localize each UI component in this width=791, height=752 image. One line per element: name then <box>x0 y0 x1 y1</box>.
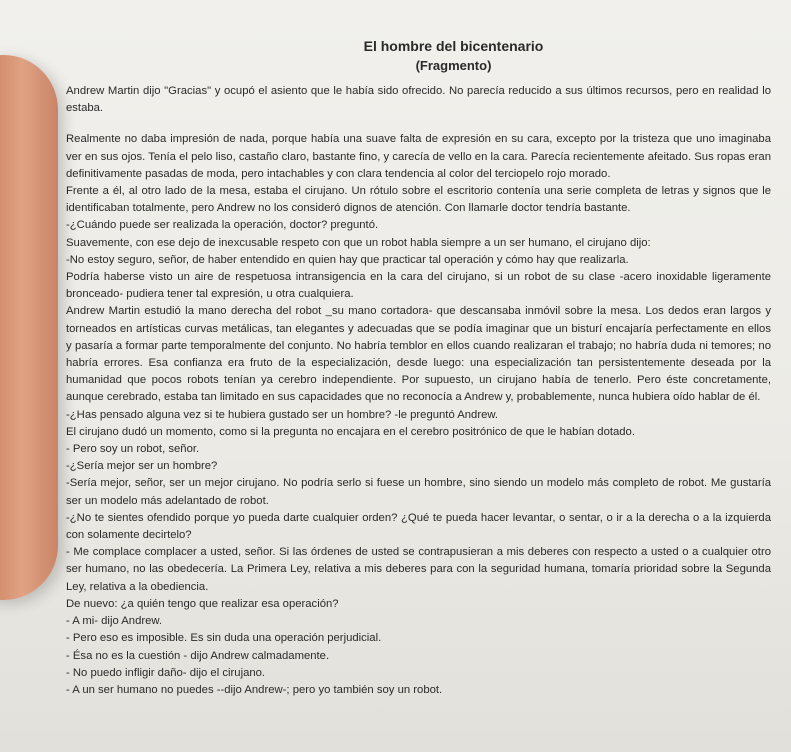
paragraph: -¿Cuándo puede ser realizada la operación, doctor? preguntó. <box>66 219 379 232</box>
document-subtitle: (Fragmento) <box>415 58 492 73</box>
paragraph: -¿No te sientes ofendido porque yo pueda darte cualquier orden? ¿Qué te pueda hacer levantar, o sentar, o ir a la derecha o a la izquierda con solamente decirtelo? <box>66 511 771 542</box>
intro-paragraph: Andrew Martin dijo "Gracias" y ocupó el asiento que le había sido ofrecido. No parecía reducido a sus últimos recursos, pero en realidad lo estaba. <box>66 85 771 115</box>
paragraph: -¿Has pensado alguna vez si te hubiera gustado ser un hombre? -le preguntó Andrew. <box>66 408 499 421</box>
paragraph: De nuevo: ¿a quién tengo que realizar esa operación? <box>66 597 339 610</box>
paragraph-list <box>66 131 771 699</box>
paragraph: - A un ser humano no puedes --dijo Andrew-; pero yo también soy un robot. <box>66 683 443 696</box>
paragraph: -Sería mejor, señor, ser un mejor cirujano. No podría serlo si fuese un hombre, sino siendo un modelo más completo de robot. Me gustaría ser un modelo más adelantado de robot. <box>66 477 771 507</box>
paragraph: - A mi- dijo Andrew. <box>66 615 163 628</box>
document-title: El hombre del bicentenario <box>363 38 544 54</box>
thumb-photo-obstruction <box>0 55 58 600</box>
paragraph: El cirujano dudó un momento, como si la pregunta no encajara en el cerebro positrónico de que le habían dotado. <box>66 425 635 438</box>
paragraph: - Me complace complacer a usted, señor. Si las órdenes de usted se contrapusieran a mis deberes con respecto a usted o a cualquier otro ser humano, no las obedecería. La Primera Ley, relativa a mis deberes para con la seguridad humana, tomaría prioridad sobre la Segunda Ley, relativa a la obediencia. <box>66 546 771 593</box>
paragraph: Realmente no daba impresión de nada, porque había una suave falta de expresión en su cara, excepto por la tristeza que uno imaginaba ver en sus ojos. Tenía el pelo liso, castaño claro, bastante fino, y carecía de vello en la cara. Parecía recientemente afeitado. Sus ropas eran definitivamente pasadas de moda, pero intachables y con clara tendencia al color del terciopelo rojo morado. <box>66 133 771 180</box>
paragraph: - Pero soy un robot, señor. <box>66 443 200 456</box>
paragraph: -¿Sería mejor ser un hombre? <box>66 460 218 473</box>
paragraph: -No estoy seguro, señor, de haber entendido en quien hay que practicar tal operación y cómo hay que realizarla. <box>66 253 629 266</box>
paragraph: Podría haberse visto un aire de respetuosa intransigencia en la cara del cirujano, si un robot de su clase -acero inoxidable ligeramente bronceado- pudiera tener tal expresión, u otra cualquiera. <box>66 271 771 301</box>
paragraph: Frente a él, al otro lado de la mesa, estaba el cirujano. Un rótulo sobre el escritorio contenía una serie completa de letras y signos que le identificaban totalmente, pero Andrew no los consideró dignos de atención. Con llamarle doctor tendría bastante. <box>66 185 771 215</box>
paragraph: Suavemente, con ese dejo de inexcusable respeto con que un robot habla siempre a un ser humano, el cirujano dijo: <box>66 236 651 249</box>
document-text <box>66 38 771 699</box>
paragraph: Andrew Martin estudió la mano derecha del robot _su mano cortadora- que descansaba inmóvil sobre la mesa. Los dedos eran largos y torneados en artísticas curvas metálicas, tan elegantes y adecuadas que se podía imaginar que un bisturí encajaría perfectamente en ellos y pasaría a formar parte temporalmente del conjunto. No habría temblor en ellos cuando realizaran el trabajo; no habría duda ni temores; no habría errores. Esa confianza era fruto de la especialización, desde luego: una especialización tan persistentemente deseada por la humanidad que pocos robots tenían ya cerebro independiente. Por supuesto, un cirujano había de tenerlo. Pero éste concretamente, aunque cerebrado, estaba tan limitado en sus capacidades que no reconocía a Andrew y, probablemente, nunca hubiera oído hablar de él. <box>66 305 771 404</box>
paragraph: - No puedo infligir daño- dijo el cirujano. <box>66 666 266 679</box>
paragraph: - Pero eso es imposible. Es sin duda una operación perjudicial. <box>66 632 382 645</box>
paragraph: - Ésa no es la cuestión - dijo Andrew calmadamente. <box>66 649 330 662</box>
